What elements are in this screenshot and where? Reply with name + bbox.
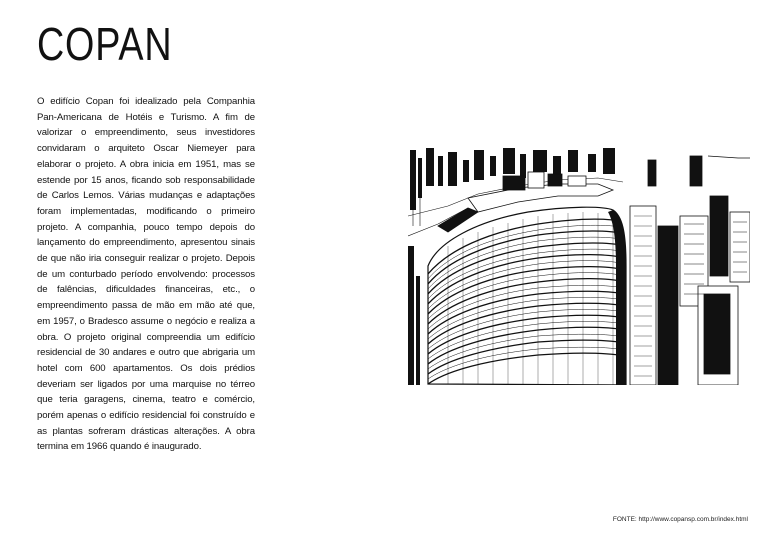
source-caption: FONTE: http://www.copansp.com.br/index.html <box>612 516 748 523</box>
copan-building-drawing-icon <box>408 146 750 385</box>
body-paragraph: O edifício Copan foi idealizado pela Companhia Pan-Americana de Hotéis e Turismo. A fim de valorizar o empreendimento, seus investidores convidaram o arquiteto Oscar Niemeyer para elaborar o projeto. A obra inicia em 1951, mas se estende por 15 anos, ficando sob responsabilidade de Carlos Lemos. Várias mudanças e adaptações foram implementadas, modificando o primeiro projeto. A companhia, pouco tempo depois do lançamento do empreendimento, apresentou sinais de que não iria conseguir realizar o projeto. Depois de um conturbado período envolvendo: processos de falências, dificuldades financeiras, etc., o empreendimento passa de mão em mão até que, em 1957, o Bradesco assume o negócio e realiza a obra. O projeto original compreendia um edifício residencial de 30 andares e outro que abrigaria um hotel com 600 apartamentos. Os dois prédios deveriam ser ligados por uma marquise no térreo que teria garagens, cinema, teatro e comércio, porém apenas o edifício residencial foi construído e as plantas sofreram drásticas alterações. A obra termina em 1966 quando é inaugurado. <box>37 96 255 453</box>
page-title: COPAN <box>37 18 173 70</box>
